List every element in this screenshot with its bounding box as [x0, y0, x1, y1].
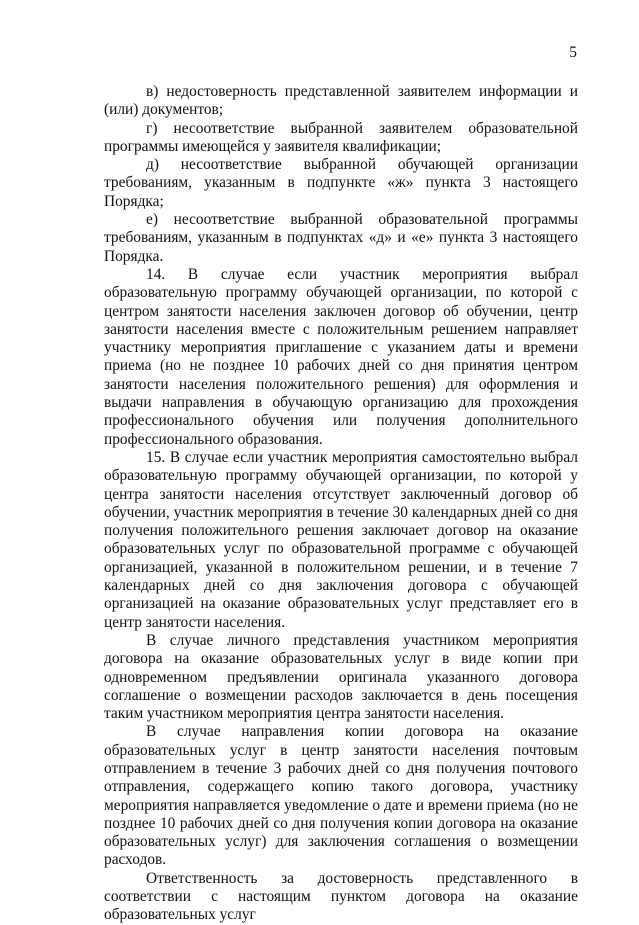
paragraph-15: 15. В случае если участник мероприятия самостоятельно выбрал образовательную программу обучающей организации, по которой у центра занятости населения отсутствует заключенный договор об обучении, участник мероприятия в течение 30 календарных дней со дня получения положительного решения заключает договор на оказание образовательных услуг по образовательной программе с обучающей организацией, указанной в положительном решении, и в течение 7 календарных дней со дня заключения договора с обучающей организацией на оказание образовательных услуг представляет его в центр занятости населения. — [104, 448, 578, 631]
document-body — [104, 83, 578, 925]
paragraph-item-g: г) несоответствие выбранной заявителем образовательной программы имеющейся у заявителя квалификации; — [104, 119, 578, 155]
paragraph-item-d: д) несоответствие выбранной обучающей организации требованиям, указанным в подпункте «ж» пункта 3 настоящего Порядка; — [104, 156, 578, 210]
paragraph-item-v: в) недостоверность представленной заявителем информации и (или) документов; — [104, 83, 578, 119]
paragraph-responsibility: Ответственность за достоверность представленного в соответствии с настоящим пунктом договора на оказание образовательных услуг — [104, 869, 578, 924]
paragraph-item-e: е) несоответствие выбранной образовательной программы требованиям, указанным в подпунктах «д» и «е» пункта 3 настоящего Порядка. — [104, 211, 578, 265]
paragraph-postal-submission: В случае направления копии договора на оказание образовательных услуг в центр занятости населения почтовым отправлением в течение 3 рабочих дней со дня получения почтового отправления, содержащего копию такого договора, участнику мероприятия направляется уведомление о дате и времени приема (но не позднее 10 рабочих дней со дня получения копии договора на оказание образовательных услуг) для заключения соглашения о возмещении расходов. — [104, 723, 578, 869]
paragraph-14: 14. В случае если участник мероприятия выбрал образовательную программу обучающей организации, по которой с центром занятости населения заключен договор об обучении, центр занятости населения вместе с положительным решением направляет участнику мероприятия приглашение с указанием даты и времени приема (но не позднее 10 рабочих дней со дня принятия центром занятости населения положительного решения) для оформления и выдачи направления в обучающую организацию для прохождения профессионального обучения или получения дополнительного профессионального образования. — [104, 265, 578, 448]
page-number: 5 — [569, 44, 577, 61]
paragraph-personal-submission: В случае личного представления участником мероприятия договора на оказание образовательных услуг в виде копии при одновременном предъявлении оригинала указанного договора соглашение о возмещении расходов заключается в день посещения таким участником мероприятия центра занятости населения. — [104, 631, 578, 723]
